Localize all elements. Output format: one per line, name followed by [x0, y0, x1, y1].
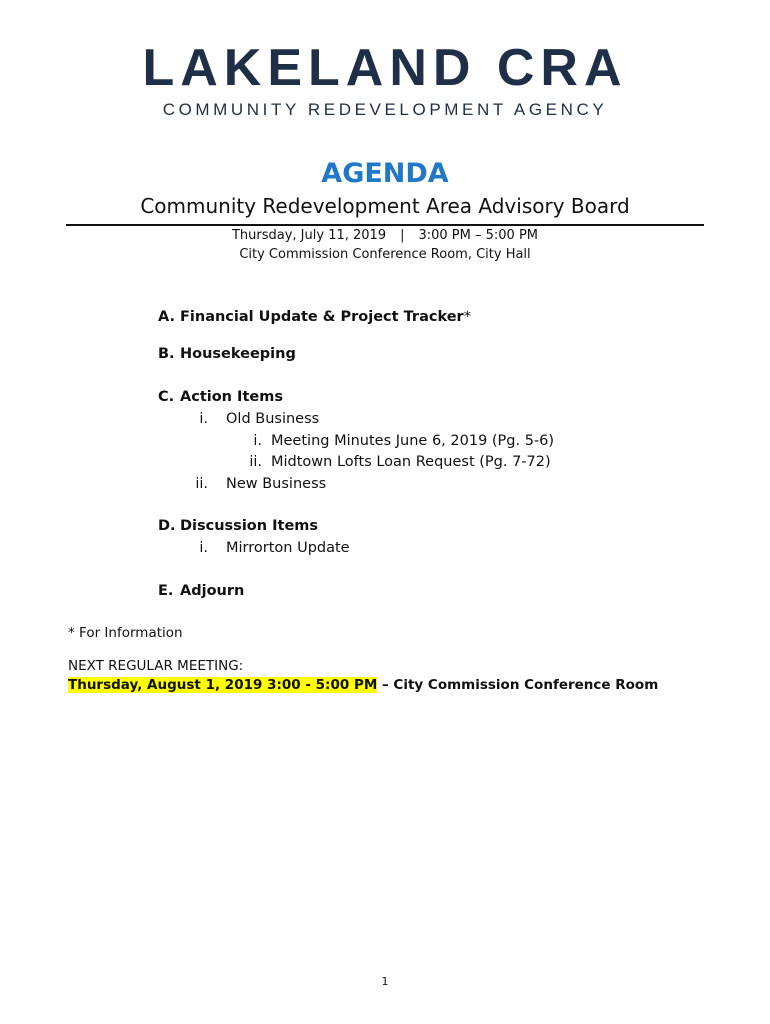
organization-logo: LAKELAND CRA	[142, 39, 628, 97]
board-name: Community Redevelopment Area Advisory Board	[140, 194, 630, 218]
item-letter: B.	[158, 346, 175, 362]
item-label: Financial Update & Project Tracker	[180, 309, 464, 325]
sub-item-mirrorton	[180, 538, 350, 558]
meta-separator: |	[400, 228, 405, 243]
header-divider	[66, 224, 704, 226]
next-meeting-place: – City Commission Conference Room	[377, 677, 659, 693]
meeting-time: 3:00 PM – 5:00 PM	[418, 228, 539, 243]
footnote-text: For Information	[79, 625, 183, 641]
item-letter: A.	[158, 309, 175, 325]
next-meeting-details	[68, 675, 658, 695]
sub-sub-item-label: Meeting Minutes June 6, 2019 (Pg. 5-6)	[271, 433, 555, 449]
item-letter: E.	[158, 583, 174, 599]
meeting-datetime	[0, 227, 770, 245]
sub-item-number: i.	[199, 540, 208, 556]
next-meeting-label: NEXT REGULAR MEETING:	[68, 658, 244, 674]
agenda-item-c	[158, 387, 283, 407]
item-label: Discussion Items	[180, 518, 319, 534]
for-information-marker: *	[463, 309, 471, 325]
footnote	[68, 623, 183, 643]
footnote-marker: *	[68, 625, 75, 641]
item-label: Action Items	[180, 389, 283, 405]
sub-sub-item-label: Midtown Lofts Loan Request (Pg. 7-72)	[271, 454, 551, 470]
item-letter: C.	[158, 389, 175, 405]
sub-sub-item-number: ii.	[249, 454, 262, 470]
sub-item-label: Old Business	[226, 411, 320, 427]
sub-item-number: ii.	[195, 476, 208, 492]
agenda-item-e	[158, 581, 244, 601]
sub-sub-item-number: i.	[253, 433, 262, 449]
next-meeting-datetime: Thursday, August 1, 2019 3:00 - 5:00 PM	[68, 677, 378, 693]
agenda-item-a	[158, 307, 471, 327]
item-label: Adjourn	[180, 583, 245, 599]
item-letter: D.	[158, 518, 176, 534]
sub-item-new-business	[180, 474, 326, 494]
sub-item-label: New Business	[226, 476, 327, 492]
page-title: AGENDA	[321, 158, 449, 189]
meeting-location: City Commission Conference Room, City Hall	[239, 247, 531, 262]
meeting-date: Thursday, July 11, 2019	[231, 228, 387, 243]
sub-sub-item-loan-request	[226, 452, 551, 472]
organization-tagline: COMMUNITY REDEVELOPMENT AGENCY	[162, 100, 608, 119]
item-label: Housekeeping	[180, 346, 296, 362]
page-number: 1	[381, 975, 389, 988]
sub-item-number: i.	[199, 411, 208, 427]
agenda-item-d	[158, 516, 318, 536]
sub-item-label: Mirrorton Update	[226, 540, 350, 556]
sub-sub-item-minutes	[226, 431, 554, 451]
agenda-item-b	[158, 344, 296, 364]
sub-item-old-business	[180, 409, 319, 429]
